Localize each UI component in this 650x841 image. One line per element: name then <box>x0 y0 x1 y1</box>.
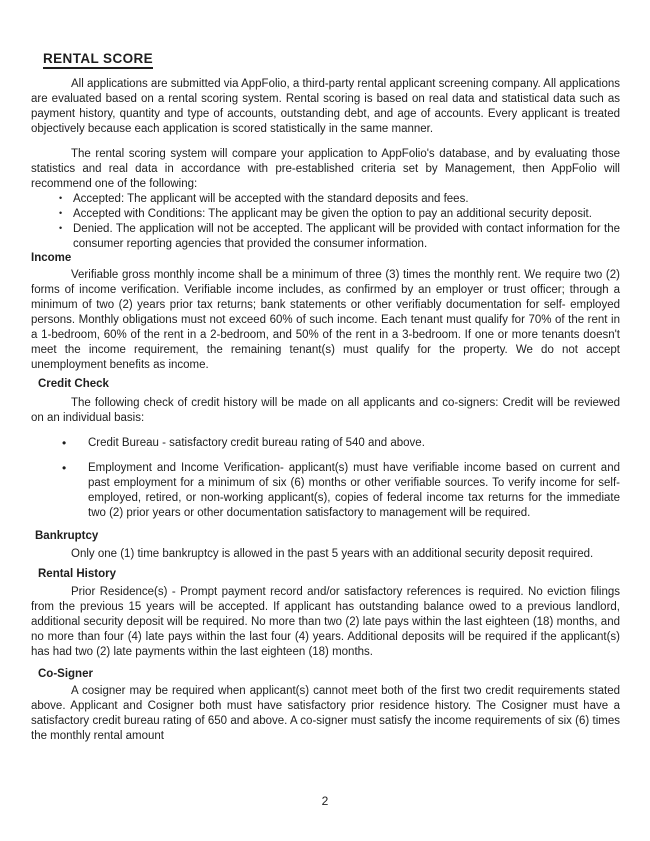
section-heading-income: Income <box>31 252 72 264</box>
intro-paragraph-1: All applications are submitted via AppFolio, a third-party rental applicant screening company. All applications are evaluated based on a rental scoring system. Rental scoring is based on real data and statistical data such as payment history, quantity and type of accounts, outstanding debt, and age of accounts. Every applicant is treated objectively because each application is scored statistically in the same manner. <box>31 78 620 135</box>
section-heading-credit-check: Credit Check <box>38 378 109 390</box>
outcome-list <box>31 192 620 252</box>
list-item-credit-bureau: • Credit Bureau - satisfactory credit bureau rating of 540 and above. <box>62 436 620 451</box>
rental-history-paragraph: Prior Residence(s) - Prompt payment record and/or satisfactory references is required. No eviction filings from the previous 15 years will be accepted. If applicant has outstanding balance owed to a previous landlord, additional security deposit will be required. No more than two (2) late pays within the last eighteen (18) months, and no more than four (4) late pays within the last four (4) years. Additional deposits will be required if the applicant(s) has had two (2) late payments within the last eighteen (18) months. <box>31 586 620 658</box>
list-item-accepted-with-conditions: • Accepted with Conditions: The applicant may be given the option to pay an additional security deposit. <box>57 207 620 222</box>
section-heading-co-signer: Co-Signer <box>38 668 93 680</box>
section-heading-rental-history: Rental History <box>38 568 116 580</box>
income-paragraph: Verifiable gross monthly income shall be a minimum of three (3) times the monthly rent. We require two (2) forms of income verification. Verifiable income includes, as confirmed by an employer or trust officer; through a minimum of two (2) years prior tax returns; bank statements or other verifiably documentation for self- employed persons. Monthly obligations must not exceed 60% of such income. Each tenant must qualify for 70% of the rent in a 1-bedroom, 60% of the rent in a 2-bedroom, and 50% of the rent in a 3-bedroom. If one or more tenants doesn't meet the income requirement, the remaining tenant(s) must qualify for the property. We do not accept unemployment benefits as income. <box>31 269 620 371</box>
list-item-denied: • Denied. The application will not be accepted. The applicant will be provided with contact information for the consumer reporting agencies that provided the consumer information. <box>57 222 620 252</box>
intro-paragraph-2: The rental scoring system will compare your application to AppFolio's database, and by evaluating those statistics and real data in accordance with pre-established criteria set by Management, then AppFolio will recommend one of the following: <box>31 148 620 190</box>
page-number: 2 <box>321 794 329 808</box>
list-item-accepted: • Accepted: The applicant will be accepted with the standard deposits and fees. <box>57 192 620 207</box>
credit-check-list <box>31 436 620 521</box>
section-heading-bankruptcy: Bankruptcy <box>35 530 99 542</box>
page-title: RENTAL SCORE <box>43 51 153 69</box>
document-content <box>31 50 620 744</box>
credit-check-paragraph: The following check of credit history will be made on all applicants and co-signers: Credit will be reviewed on an individual basis: <box>31 397 620 424</box>
bankruptcy-paragraph: Only one (1) time bankruptcy is allowed in the past 5 years with an additional security deposit required. <box>71 548 594 560</box>
co-signer-paragraph: A cosigner may be required when applicant(s) cannot meet both of the first two credit requirements stated above. Applicant and Cosigner both must have satisfactory prior residence history. The Cosigner must have a satisfactory credit bureau rating of 650 and above. A co-signer must satisfy the income requirements of six (6) times the monthly rental amount <box>31 685 620 742</box>
list-item-employment-verification: • Employment and Income Verification- applicant(s) must have verifiable income based on current and past employment for a minimum of six (6) months or other verifiable sources. To verify income for self-employed, retired, or non-working applicant(s), copies of federal income tax returns for the immediate two (2) prior years or other documentation satisfactory to management will be required. <box>62 461 620 521</box>
